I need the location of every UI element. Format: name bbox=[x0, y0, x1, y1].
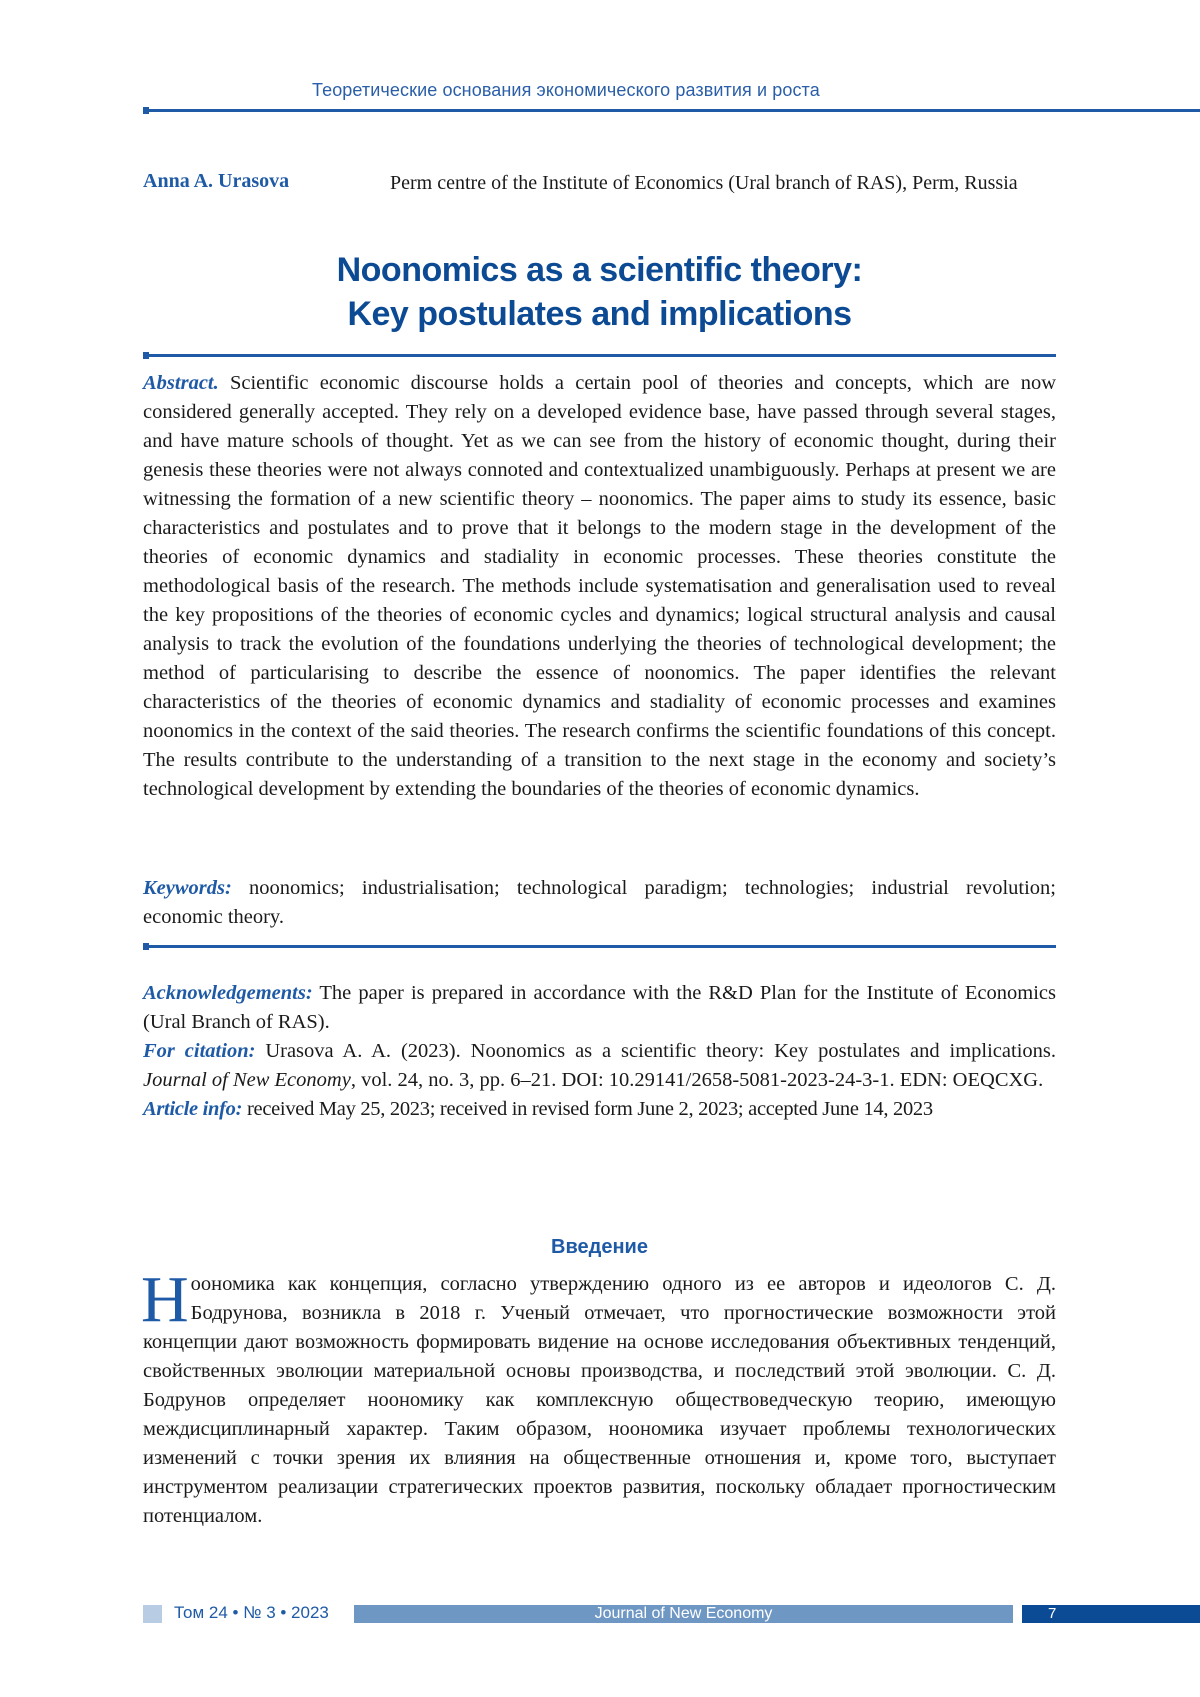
citation-text: Urasova A. A. (2023). Noonomics as a scientific theory: Key postulates and implications. bbox=[265, 1040, 1056, 1062]
article-title bbox=[143, 248, 1056, 336]
citation bbox=[143, 1037, 1056, 1095]
section-heading: Введение bbox=[143, 1236, 1056, 1259]
citation-journal: Journal of New Economy bbox=[143, 1069, 351, 1091]
abstract-top-rule bbox=[143, 354, 1056, 357]
acknowledgements-label: Acknowledgements: bbox=[143, 982, 313, 1004]
header-rule bbox=[143, 109, 1200, 112]
abstract-label: Abstract. bbox=[143, 372, 219, 394]
abstract-text: Scientific economic discourse holds a certain pool of theories and concepts, which are now considered generally accepted. They rely on a developed evidence base, have passed through several stages, and have mature schools of thought. Yet as we can see from the history of economic thought, during their genesis these theories were not always connoted and contextualized unambiguously. Perhaps at present we are witnessing the formation of a new scientific theory – noonomics. The paper aims to study its essence, basic characteristics and postulates and to prove that it belongs to the modern stage in the development of the theories of economic dynamics and stadiality in economic processes. These theories constitute the methodological basis of the research. The methods include systematisation and generalisation used to reveal the key propositions of the theories of economic cycles and dynamics; logical structural analysis and causal analysis to track the evolution of the foundations underlying the theories of technological development; the method of particularising to describe the essence of noonomics. The paper identifies the relevant characteristics of the theories of economic dynamics and stadiality of economic processes and examines noonomics in the context of the said theories. The research confirms the scientific foundations of this concept. The results contribute to the understanding of a transition to the next stage in the economy and society’s technological development by extending the boundaries of the theories of economic dynamics. bbox=[143, 372, 1056, 800]
citation-label: For citation: bbox=[143, 1040, 255, 1062]
dropcap-letter: Н bbox=[141, 1274, 189, 1326]
acknowledgements-text: The paper is prepared in accordance with the R&D Plan for the Institute of Economics (Ural Branch of RAS). bbox=[143, 982, 1056, 1033]
keywords-label: Keywords: bbox=[143, 877, 232, 899]
article-info-text: received May 25, 2023; received in revised form June 2, 2023; accepted June 14, 2023 bbox=[247, 1098, 933, 1120]
acknowledgements bbox=[143, 979, 1056, 1037]
title-line-1: Noonomics as a scientific theory: bbox=[143, 248, 1056, 292]
footer-journal-bar bbox=[354, 1605, 1013, 1623]
keywords-text: noonomics; industrialisation; technological paradigm; technologies; industrial revolution; economic theory. bbox=[143, 877, 1056, 928]
intro-text: оономика как концепция, согласно утверждению одного из ее авторов и идеологов С. Д. Бодрунова, возникла в 2018 г. Ученый отмечает, что прогностические возможности этой концепции дают возможность формировать видение на основе исследования объективных тенденций, свойственных эволюции материальной основы производства, и последствий этой эволюции. С. Д. Бодрунов определяет ноономику как комплексную обществоведческую теорию, имеющую междисциплинарный характер. Таким образом, ноономика изучает проблемы технологических изменений с точки зрения их влияния на общественные отношения и, кроме того, выступает инструментом реализации стратегических проектов развития, поскольку обладает прогностическим потенциалом. bbox=[143, 1273, 1056, 1527]
article-info bbox=[143, 1095, 1056, 1124]
abstract bbox=[143, 369, 1056, 804]
citation-details: , vol. 24, no. 3, pp. 6–21. DOI: 10.29141/2658-5081-2023-24-3-1. EDN: OEQCXG. bbox=[351, 1069, 1043, 1091]
page-number: 7 bbox=[1048, 1605, 1056, 1622]
abstract-bottom-rule bbox=[143, 945, 1056, 948]
author-name: Anna A. Urasova bbox=[143, 170, 289, 193]
keywords bbox=[143, 874, 1056, 932]
intro-paragraph bbox=[143, 1270, 1056, 1531]
author-affiliation: Perm centre of the Institute of Economics (Ural branch of RAS), Perm, Russia bbox=[390, 170, 1050, 196]
article-info-label: Article info: bbox=[143, 1098, 242, 1120]
footer-journal: Journal of New Economy bbox=[595, 1605, 773, 1622]
footer-square bbox=[143, 1605, 162, 1623]
footer-page-box bbox=[1022, 1605, 1200, 1623]
title-line-2: Key postulates and implications bbox=[143, 292, 1056, 336]
running-header: Теоретические основания экономического развития и роста bbox=[312, 80, 820, 101]
footer-volume: Том 24 • № 3 • 2023 bbox=[174, 1603, 329, 1623]
article-meta bbox=[143, 979, 1056, 1124]
